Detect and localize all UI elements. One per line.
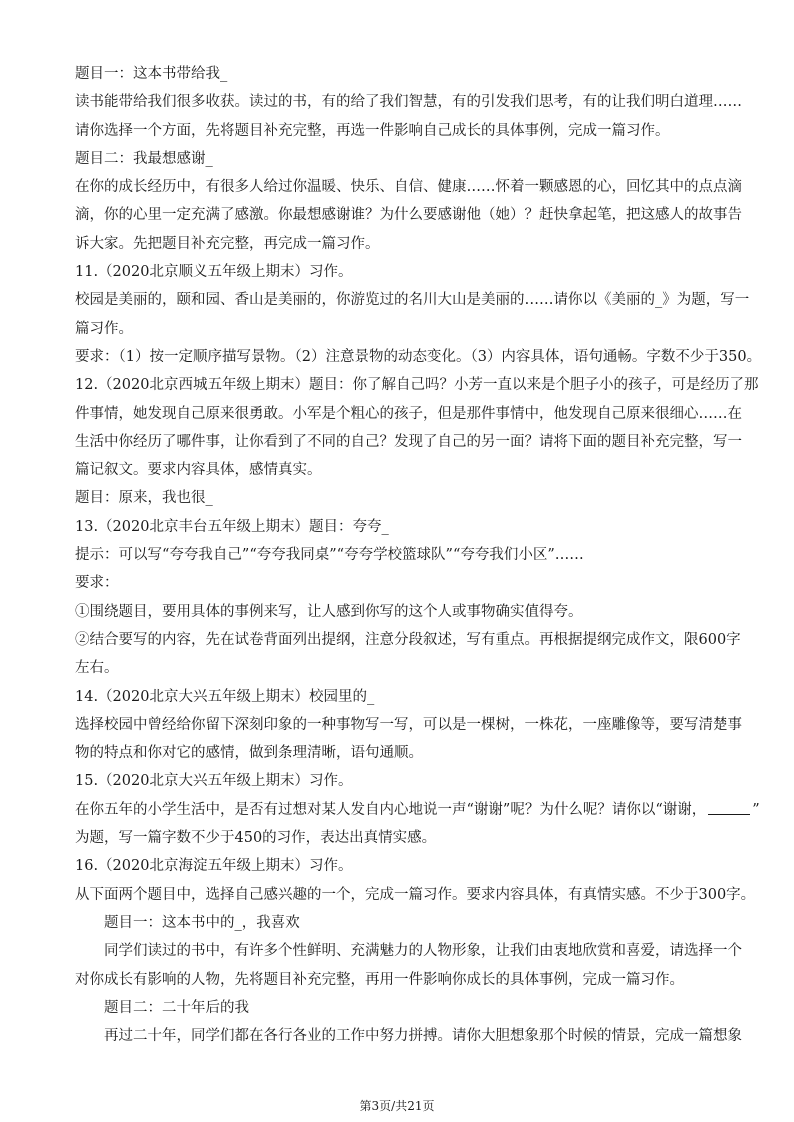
text-line: 题目二：二十年后的我 <box>104 999 249 1016</box>
text-line: ②结合要写的内容，先在试卷背面列出提纲，注意分段叙述，写有重点。再根据提纲完成作文，限600字 <box>75 631 741 648</box>
text-line: 选择校园中曾经给你留下深刻印象的一种事物写一写，可以是一棵树，一株花，一座雕像等，要写清楚事 <box>75 716 742 733</box>
text-line: ①围绕题目，要用具体的事例来写，让人感到你写的这个人或事物确实值得夸。 <box>75 603 583 620</box>
text-line: 读书能带给我们很多收获。读过的书，有的给了我们智慧，有的引发我们思考，有的让我们明白道理…… <box>75 94 742 111</box>
text-line <box>75 796 760 824</box>
text-segment: 在你五年的小学生活中，是否有过想对某人发自内心地说一声“谢谢”呢？为什么呢？请你以“谢谢， <box>75 801 707 818</box>
question-heading: 13.（2020北京丰台五年级上期末）题目：夸夸_ <box>75 518 389 535</box>
text-line: 从下面两个题目中，选择自己感兴趣的一个，完成一篇习作。要求内容具体，有真情实感。不少于300字。 <box>75 886 756 903</box>
text-line: 对你成长有影响的人物，先将题目补充完整，再用一件影响你成长的具体事例，完成一篇习作。 <box>75 971 684 988</box>
question-heading: 12.（2020北京西城五年级上期末）题目：你了解自己吗？小芳一直以来是个胆子小的孩子，可是经历了那 <box>75 377 759 394</box>
text-line: 诉大家。先把题目补充完整，再完成一篇习作。 <box>75 235 380 252</box>
question-heading: 11.（2020北京顺义五年级上期末）习作。 <box>75 264 353 281</box>
page-footer: 第3页/共21页 <box>359 1099 435 1113</box>
text-line: 要求：（1）按一定顺序描写景物。（2）注意景物的动态变化。（3）内容具体，语句通畅。字数不少于350。 <box>75 348 762 365</box>
fill-in-blank <box>708 800 750 815</box>
text-line: 生活中你经历了哪件事，让你看到了不同的自己？发现了自己的另一面？请将下面的题目补充完整，写一 <box>75 433 742 450</box>
text-line: 物的特点和你对它的感情，做到条理清晰，语句通顺。 <box>75 745 423 762</box>
text-line: 再过二十年，同学们都在各行各业的工作中努力拼搏。请你大胆想象那个时候的情景，完成一篇想象 <box>104 1028 742 1045</box>
text-line: 题目：原来，我也很_ <box>75 490 213 507</box>
question-heading: 15.（2020北京大兴五年级上期末）习作。 <box>75 773 353 790</box>
text-line: 件事情，她发现自己原来很勇敢。小军是个粗心的孩子，但是那件事情中，他发现自己原来很细心……在 <box>75 405 742 422</box>
question-heading: 16.（2020北京海淀五年级上期末）习作。 <box>75 858 353 875</box>
text-line: 篇记叙文。要求内容具体，感情真实。 <box>75 462 322 479</box>
text-line: 校园是美丽的，颐和园、香山是美丽的，你游览过的名川大山是美丽的……请你以《美丽的_》为题，写一 <box>75 292 750 309</box>
text-line: 同学们读过的书中，有许多个性鲜明、充满魅力的人物形象，让我们由衷地欣赏和喜爱，请选择一个 <box>104 943 742 960</box>
text-line: 篇习作。 <box>75 320 133 337</box>
question-heading: 14.（2020北京大兴五年级上期末）校园里的_ <box>75 688 375 705</box>
text-line: 要求： <box>75 575 119 592</box>
text-line: 为题，写一篇字数不少于450的习作，表达出真情实感。 <box>75 830 437 847</box>
text-line: 题目二：我最想感谢_ <box>75 150 213 167</box>
page-content <box>75 60 762 1050</box>
text-line: 滴，你的心里一定充满了感激。你最想感谢谁？为什么要感谢他（她）？赶快拿起笔，把这感人的故事告 <box>75 207 742 224</box>
text-line: 题目一：这本书带给我_ <box>75 66 228 82</box>
text-line: 左右。 <box>75 660 119 677</box>
text-segment: ” <box>752 801 760 818</box>
text-line: 在你的成长经历中，有很多人给过你温暖、快乐、自信、健康……怀着一颗感恩的心，回忆其中的点点滴 <box>75 179 742 196</box>
text-line: 提示：可以写“夸夸我自己”“夸夸我同桌”“夸夸学校篮球队”“夸夸我们小区”…… <box>75 547 584 564</box>
text-line: 请你选择一个方面，先将题目补充完整，再选一件影响自己成长的具体事例，完成一篇习作。 <box>75 122 670 139</box>
text-line: 题目一：这本书中的_，我喜欢 <box>104 914 300 931</box>
